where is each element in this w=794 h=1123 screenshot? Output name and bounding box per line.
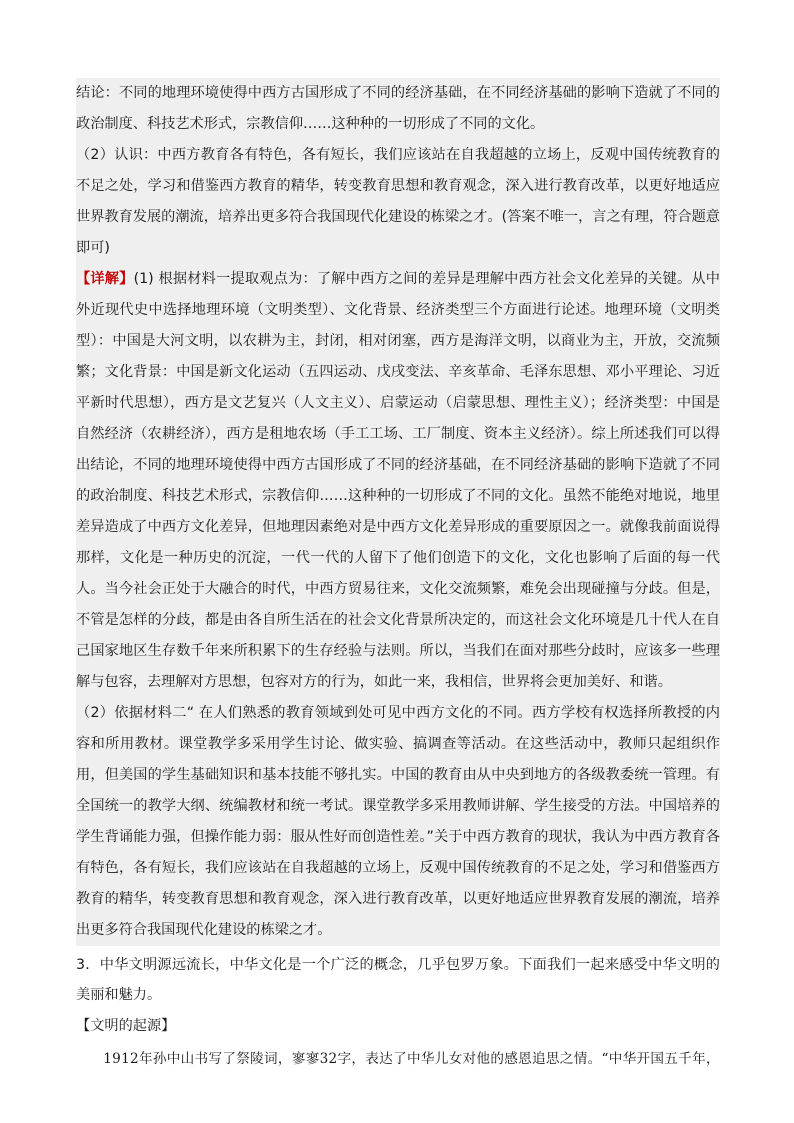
body-paragraph: 1912年孙中山书写了祭陵词，寥寥32字，表达了中华儿女对他的感恩追思之情。“中华开国五千年， (103, 1051, 720, 1067)
question-3: 3．中华文明源远流长，中华文化是一个广泛的概念，几乎包罗万象。下面我们一起来感受中华文明的美丽和魅力。 (76, 957, 720, 1003)
section-heading: 【文明的起源】 (76, 1018, 176, 1034)
answer-block (76, 78, 720, 946)
detail-tag: 【详解】 (76, 271, 134, 287)
detail-text: (1) 根据材料一提取观点为：了解中西方之间的差异是理解中西方社会文化差异的关键。从中外近现代史中选择地理环境（文明类型）、文化背景、经济类型三个方面进行论述。地理环境（文明类型）：中国是大河文明，以农耕为主，封闭，相对闭塞，西方是海洋文明，以商业为主，开放，交流频繁；文化背景：中国是新文化运动（五四运动、戊戌变法、辛亥革命、毛泽东思想、邓小平理论、习近平新时代思想），西方是文艺复兴（人文主义）、启蒙运动（启蒙思想、理性主义）；经济类型：中国是自然经济（农耕经济），西方是租地农场（手工工场、工厂制度、资本主义经济）。综上所述我们可以得出结论，不同的地理环境使得中西方古国形成了不同的经济基础，在不同经济基础的影响下造就了不同的政治制度、科技艺术形式，宗教信仰……这种种的一切形成了不同的文化。虽然不能绝对地说，地里差异造成了中西方文化差异，但地理因素绝对是中西方文化差异形成的重要原因之一。就像我前面说得那样，文化是一种历史的沉淀，一代一代的人留下了他们创造下的文化，文化也影响了后面的每一代人。当今社会正处于大融合的时代，中西方贸易往来，文化交流频繁，难免会出现碰撞与分歧。但是，不管是怎样的分歧，都是由各自所生活在的社会文化背景所决定的，而这社会文化环境是几十代人在自己国家地区生存数千年来所积累下的生存经验与法则。所以，当我们在面对那些分歧时，应该多一些理解与包容，去理解对方思想，包容对方的行为，如此一来，我相信，世界将会更加美好、和谐。 (76, 271, 720, 690)
document-page (76, 78, 720, 1074)
answer-detail-part2: （2）依据材料二“ 在人们熟悉的教育领域到处可见中西方文化的不同。西方学校有权选择所教授的内容和所用教材。课堂教学多采用学生讨论、做实验、搞调查等活动。在这些活动中，教师只起组织作用，但美国的学生基础知识和基本技能不够扎实。中国的教育由从中央到地方的各级教委统一管理。有全国统一的教学大纲、统编教材和统一考试。课堂教学多采用教师讲解、学生接受的方法。中国培养的学生背诵能力强，但操作能力弱：服从性好而创造性差。”关于中西方教育的现状，我认为中西方教育各有特色，各有短长，我们应该站在自我超越的立场上，反观中国传统教育的不足之处，学习和借鉴西方教育的精华，转变教育思想和教育观念，深入进行教育改革，以更好地适应世界教育发展的潮流，培养出更多符合我国现代化建设的栋梁之才。 (76, 705, 720, 938)
answer-part2: （2）认识：中西方教育各有特色，各有短长，我们应该站在自我超越的立场上，反观中国传统教育的不足之处，学习和借鉴西方教育的精华，转变教育思想和教育观念，深入进行教育改革，以更好地适应世界教育发展的潮流，培养出更多符合我国现代化建设的栋梁之才。(答案不唯一，言之有理，符合题意即可) (76, 147, 720, 256)
answer-detail (76, 264, 720, 698)
answer-conclusion: 结论：不同的地理环境使得中西方古国形成了不同的经济基础，在不同经济基础的影响下造就了不同的政治制度、科技艺术形式，宗教信仰……这种种的一切形成了不同的文化。 (76, 85, 720, 132)
